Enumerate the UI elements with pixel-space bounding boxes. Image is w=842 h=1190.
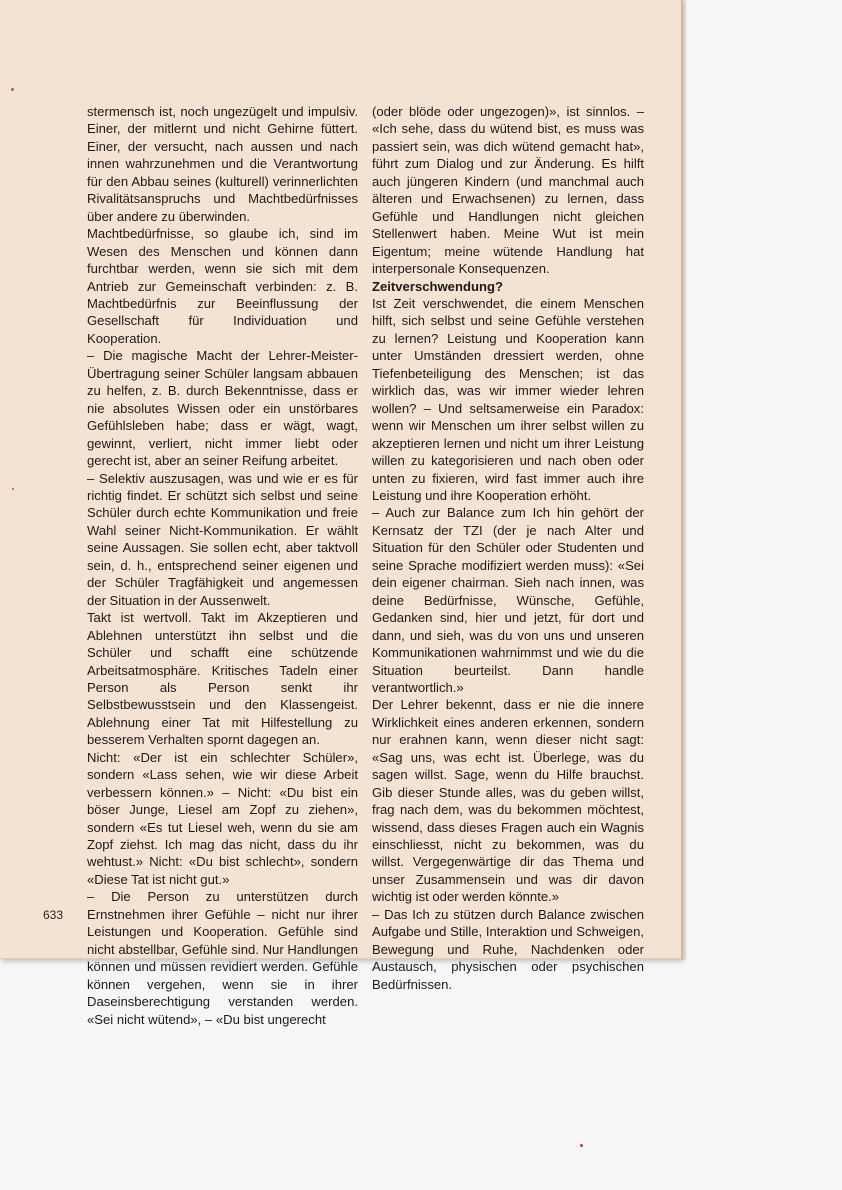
right-column xyxy=(372,103,644,993)
paragraph: Takt ist wertvoll. Takt im Akzeptieren und Ablehnen unterstützt ihn selbst und die Schüler und schafft eine schützende Arbeitsatmosphäre. Kritisches Tadeln einer Person als Person senkt ihr Selbstbewusstsein und den Klassengeist. Ablehnung einer Tat mit Hilfestellung zu besserem Verhalten spornt dagegen an. xyxy=(87,610,358,748)
scan-speck xyxy=(11,88,14,91)
paragraph: – Die magische Macht der Lehrer-Meister-Übertragung seiner Schüler langsam abbauen zu helfen, z. B. durch Bekenntnisse, dass er nie absolutes Wissen oder ein unstörbares Gefühlsleben habe; dass er wägt, wagt, gewinnt, verliert, nicht immer liebt oder gerecht ist, aber an seiner Reifung arbeitet. xyxy=(87,348,358,469)
scan-speck xyxy=(580,1144,583,1147)
paragraph: – Das Ich zu stützen durch Balance zwischen Aufgabe und Stille, Interaktion und Schweigen, Bewegung und Ruhe, Nachdenken oder Austausch, physischen oder psychischen Bedürfnissen. xyxy=(372,906,644,992)
paragraph: Nicht: «Der ist ein schlechter Schüler», sondern «Lass sehen, wie wir diese Arbeit verbessern können.» – Nicht: «Du bist ein böser Junge, Liesel am Zopf zu ziehen», sondern «Es tut Liesel weh, wenn du sie am Zopf ziehst. Ich mag das nicht, dass du ihr wehtust.» Nicht: «Du bist schlecht», sondern «Diese Tat ist nicht gut.» xyxy=(87,749,358,887)
paragraph: – Selektiv auszusagen, was und wie er es für richtig findet. Er schützt sich selbst und seine Schüler durch echte Kommunikation und freie Wahl seiner Nicht-Kommunikation. Er wählt seine Aussagen. Sie sollen echt, aber taktvoll sein, d. h., entsprechend seiner eigenen und der Schüler Tragfähigkeit und angemessen der Situation in der Aussenwelt. xyxy=(87,470,358,608)
page-shadow-edge xyxy=(681,0,687,960)
paragraph: – Auch zur Balance zum Ich hin gehört der Kernsatz der TZI (der je nach Alter und Situation für den Schüler oder Studenten und seine Sprache modifiziert werden muss): «Sei dein eigener chairman. Sieh nach innen, was deine Bedürfnisse, Wünsche, Gefühle, Gedanken sind, hier und jetzt, für dort und dann, und sieh, was du von uns und unseren Kommunikationen wahrnimmst und wie du die Situation beurteilst. Dann handle verantwortlich.» xyxy=(372,505,644,695)
section-heading: Zeitverschwendung? xyxy=(372,278,503,294)
paragraph: (oder blöde oder ungezogen)», ist sinnlos. – «Ich sehe, dass du wütend bist, es muss was passiert sein, was dich wütend gemacht hat», führt zum Dialog und zur Änderung. Es hilft auch jüngeren Kindern (und manchmal auch älteren und Erwachsenen) zu lernen, dass Gefühle und Handlungen nicht gleichen Stellenwert haben. Meine Wut ist mein Eigentum; meine wütende Handlung hat interpersonale Konsequenzen. xyxy=(372,104,644,277)
page-number: 633 xyxy=(43,908,64,922)
paragraph: Ist Zeit verschwendet, die einem Menschen hilft, sich selbst und seine Gefühle verstehen zu lernen? Leistung und Kooperation kann unter Umständen dressiert werden, ohne Tiefenbeteiligung des Menschen; ist das wirklich das, was wir immer wieder lehren wollen? – Und seltsamerweise ein Paradox: wenn wir Menschen um ihrer selbst willen zu akzeptieren lernen und nicht um ihrer Leistung willen zu kategorisieren und nach oben oder unten zu fixieren, wird fast immer auch ihre Leistung und ihre Kooperation erhöht. xyxy=(372,295,644,503)
paragraph: stermensch ist, noch ungezügelt und impulsiv. Einer, der mitlernt und nicht Gehirne füttert. Einer, der versucht, nach aussen und nach innen wahrzunehmen und die Verantwortung für den Abbau seines (kulturell) verinnerlichten Rivalitätsanspruchs und Machtbedürfnisses über andere zu überwinden. xyxy=(87,104,358,224)
paragraph: Machtbedürfnisse, so glaube ich, sind im Wesen des Menschen und können dann furchtbar werden, wenn sie sich mit dem Antrieb zur Gemeinschaft verbinden: z. B. Machtbedürfnis zur Beeinflussung der Gesellschaft für Individuation und Kooperation. xyxy=(87,226,358,346)
left-column xyxy=(87,103,358,1028)
scan-speck xyxy=(12,488,14,490)
paragraph: Der Lehrer bekennt, dass er nie die innere Wirklichkeit eines anderen erkennen, sondern nur erahnen kann, wenn dieser nicht sagt: «Sag uns, was echt ist. Überlege, was du sagen willst. Sage, wenn du Hilfe brauchst. Gib dieser Stunde alles, was du geben willst, frag nach dem, was du bekommen möchtest, wissend, dass dieses Fragen auch ein Wagnis einschliesst, nicht zu bekommen, was du willst. Vergegenwärtige dir das Thema und unser Zusammensein und was dir davon wichtig ist oder werden könnte.» xyxy=(372,697,644,905)
paragraph: – Die Person zu unterstützen durch Ernstnehmen ihrer Gefühle – nicht nur ihrer Leistungen und Kooperation. Gefühle sind nicht abstellbar, Gefühle sind. Nur Handlungen können und müssen revidiert werden. Gefühle können vergehen, wenn sie in ihrer Daseinsberechtigung verstanden werden. «Sei nicht wütend», – «Du bist ungerecht xyxy=(87,889,358,1027)
